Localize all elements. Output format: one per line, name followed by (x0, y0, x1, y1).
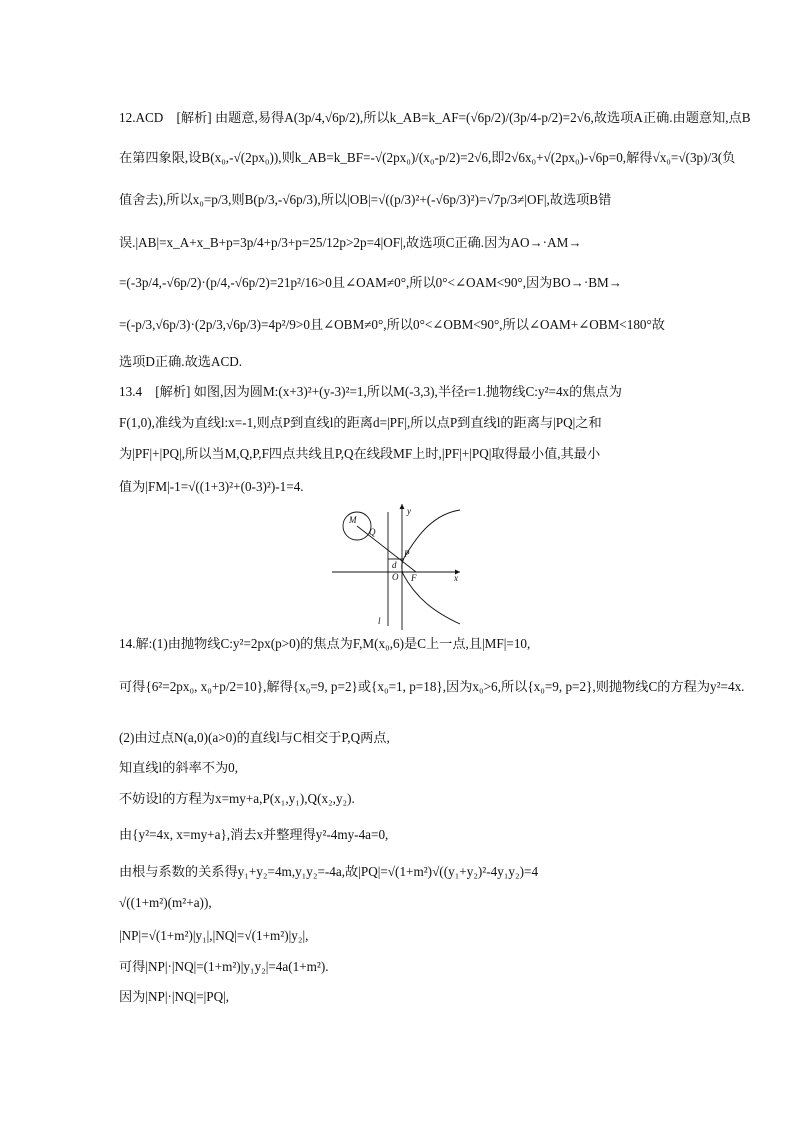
label-y: y (407, 506, 411, 516)
text-line-17: 由{y²=4x, x=my+a},消去x并整理得y²-4my-4a=0, (119, 827, 389, 842)
text-line-11: 值为|FM|-1=√((1+3)²+(0-3)²)-1=4. (119, 479, 304, 494)
text-line-13: 可得{6²=2px₀, x₀+p/2=10},解得{x₀=9, p=2}或{x₀=1, p=18},因为x₀>6,所以{x₀=9, p=2},则抛物线C的方程为y²=4x. (119, 679, 745, 694)
text-line-18: 由根与系数的关系得y₁+y₂=4m,y₁y₂=-4a,故|PQ|=√(1+m²)√((y₁+y₂)²-4y₁y₂)=4 (119, 864, 539, 879)
text-line-10: 为|PF|+|PQ|,所以当M,Q,P,F四点共线且P,Q在线段MF上时,|PF|+|PQ|取得最小值,其最小 (119, 446, 601, 461)
text-line-6: =(-p/3,√6p/3)·(2p/3,√6p/3)=4p²/9>0且∠OBM≠0°,所以0°<∠OBM<90°,所以∠OAM+∠OBM<180°故 (119, 317, 665, 332)
text-line-21: 可得|NP|·|NQ|=(1+m²)|y₁y₂|=4a(1+m²). (119, 959, 329, 974)
label-o: O (392, 572, 399, 582)
label-p: P (404, 549, 410, 559)
text-line-22: 因为|NP|·|NQ|=|PQ|, (119, 989, 230, 1004)
parabola-circle-figure (330, 500, 466, 632)
text-line-4: 误.|AB|=x_A+x_B+p=3p/4+p/3+p=25/12p>2p=4|OF|,故选项C正确.因为AO→·AM→ (119, 235, 582, 250)
parabola-curve (402, 510, 460, 624)
figure-svg (330, 500, 466, 632)
label-m: M (349, 515, 357, 525)
text-line-14: (2)由过点N(a,0)(a>0)的直线l与C相交于P,Q两点, (119, 730, 390, 745)
text-line-8: 13.4 [解析] 如图,因为圆M:(x+3)²+(y-3)²=1,所以M(-3,3),半径r=1.抛物线C:y²=4x的焦点为 (119, 384, 622, 399)
text-line-3: 值舍去),所以x₀=p/3,则B(p/3,-√6p/3),所以|OB|=√((p/3)²+(-√6p/3)²)=√7p/3≠|OF|,故选项B错 (119, 192, 612, 207)
text-line-1: 12.ACD [解析] 由题意,易得A(3p/4,√6p/2),所以k_AB=k_AF=(√6p/2)/(3p/4-p/2)=2√6,故选项A正确.由题意知,点B (119, 110, 751, 125)
text-line-9: F(1,0),准线为直线l:x=-1,则点P到直线l的距离d=|PF|,所以点P到直线l的距离与|PQ|之和 (119, 415, 602, 430)
text-line-12: 14.解:(1)由抛物线C:y²=2px(p>0)的焦点为F,M(x₀,6)是C上一点,且|MF|=10, (119, 636, 531, 651)
label-d: d (392, 560, 397, 570)
text-line-15: 知直线l的斜率不为0, (119, 760, 239, 775)
label-f: F (411, 573, 417, 583)
text-line-19: √((1+m²)(m²+a)), (119, 895, 212, 910)
label-x: x (454, 573, 458, 583)
label-l: l (378, 616, 381, 626)
y-axis-arrow (400, 504, 405, 509)
text-line-7: 选项D正确.故选ACD. (119, 354, 243, 369)
text-line-5: =(-3p/4,-√6p/2)·(p/4,-√6p/2)=21p²/16>0且∠OAM≠0°,所以0°<∠OAM<90°,因为BO→·BM→ (119, 275, 622, 290)
label-q: Q (369, 527, 376, 537)
text-line-20: |NP|=√(1+m²)|y₁|,|NQ|=√(1+m²)|y₂|, (119, 928, 309, 943)
text-line-16: 不妨设l的方程为x=my+a,P(x₁,y₁),Q(x₂,y₂). (119, 791, 355, 806)
text-line-2: 在第四象限,设B(x₀,-√(2px₀)),则k_AB=k_BF=-√(2px₀)/(x₀-p/2)=2√6,即2√6x₀+√(2px₀)-√6p=0,解得√x₀=√(3p)/3(负 (119, 150, 736, 165)
